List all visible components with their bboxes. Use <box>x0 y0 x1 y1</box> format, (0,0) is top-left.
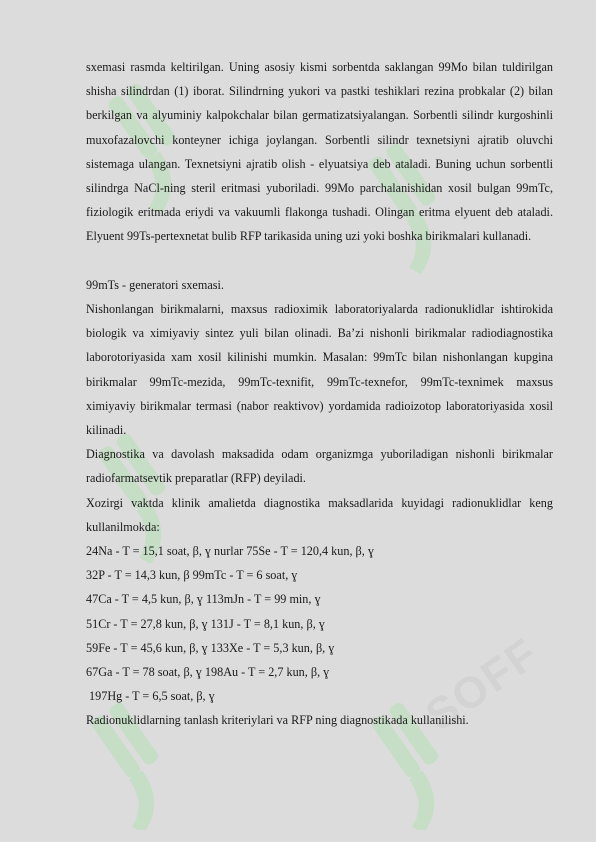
isotope-line: 51Cr - T = 27,8 kun, β, ɣ 131J - T = 8,1 kun, β, ɣ <box>86 616 325 631</box>
watermark-text: SOFF <box>416 628 548 741</box>
isotope-line: 24Na - T = 15,1 soat, β, ɣ nurlar 75Se - T = 120,4 kun, β, ɣ <box>86 544 374 559</box>
paragraph-radionuclides-intro: Xozirgi vaktda klinik amalietda diagnostika maksadlarida kuyidagi radionuklidlar keng kullanilmokda: <box>86 495 553 534</box>
section-heading: Radionuklidlarning tanlash kriteriylari va RFP ning diagnostikada kullanilishi. <box>86 713 469 728</box>
isotope-line: 197Hg - T = 6,5 soat, β, ɣ <box>86 689 215 704</box>
document-body <box>86 55 553 733</box>
paragraph-intro: sxemasi rasmda keltirilgan. Uning asosiy kismi sorbentda saklangan 99Mo bilan tuldirilgan shisha silindrdan (1) iborat. Silindrning yukori va pastki teshiklari rezina probkalar (2) bilan berkilgan va alyuminiy kalpokchalar bilan germatizatsiyalangan. Sorbentli silindr kurgoshinli muxofazalovchi konteyner ichiga joylangan. Sorbentli silindr texnetsiyni ajratib oluvchi sistemaga ulangan. Texnetsiyni ajratib olish - elyuatsiya deb ataladi. Buning uchun sorbentli silindrga NaCl-ning steril eritmasi yuboriladi. 99Mo parchalanishidan xosil bulgan 99mTc, fiziologik eritmada eriydi va vakuumli flakonga tushadi. Olingan eritma elyuent deb ataladi. Elyuent 99Ts-pertexnetat bulib RFP tarikasida uning uzi yoki boshka birikmalari kullanadi. <box>86 60 553 244</box>
blank-line <box>86 249 553 273</box>
isotope-line: 47Ca - T = 4,5 kun, β, ɣ 113mJn - T = 99 min, ɣ <box>86 592 321 607</box>
isotope-line: 67Ga - T = 78 soat, β, ɣ 198Au - T = 2,7 kun, β, ɣ <box>86 665 330 680</box>
figure-caption: 99mTs - generatori sxemasi. <box>86 277 224 292</box>
paragraph-rfp-definition: Diagnostika va davolash maksadida odam organizmga yuboriladigan nishonli birikmalar radiofarmatsevtik preparatlar (RFP) deyiladi. <box>86 447 553 486</box>
paragraph-labeled-compounds: Nishonlangan birikmalarni, maxsus radioximik laboratoriyalarda radionuklidlar ishtirokida biologik va ximiyaviy sintez yuli bilan olinadi. Ba’zi nishonli birikmalar radiodiagnostika laborotoriyasida xam xosil kilinishi mumkin. Masalan: 99mTc bilan nishonlangan kupgina birikmalar 99mTc-mezida, 99mTc-texnifit, 99mTc-texnefor, 99mTc-texnimek maxsus ximiyaviy birikmalar termasi (nabor reaktivov) yordamida radioizotop laboratoriyasida xosil kilinadi. <box>86 302 553 438</box>
isotope-line: 32P - T = 14,3 kun, β 99mTc - T = 6 soat, ɣ <box>86 568 298 583</box>
isotope-line: 59Fe - T = 45,6 kun, β, ɣ 133Xe - T = 5,3 kun, β, ɣ <box>86 640 335 655</box>
